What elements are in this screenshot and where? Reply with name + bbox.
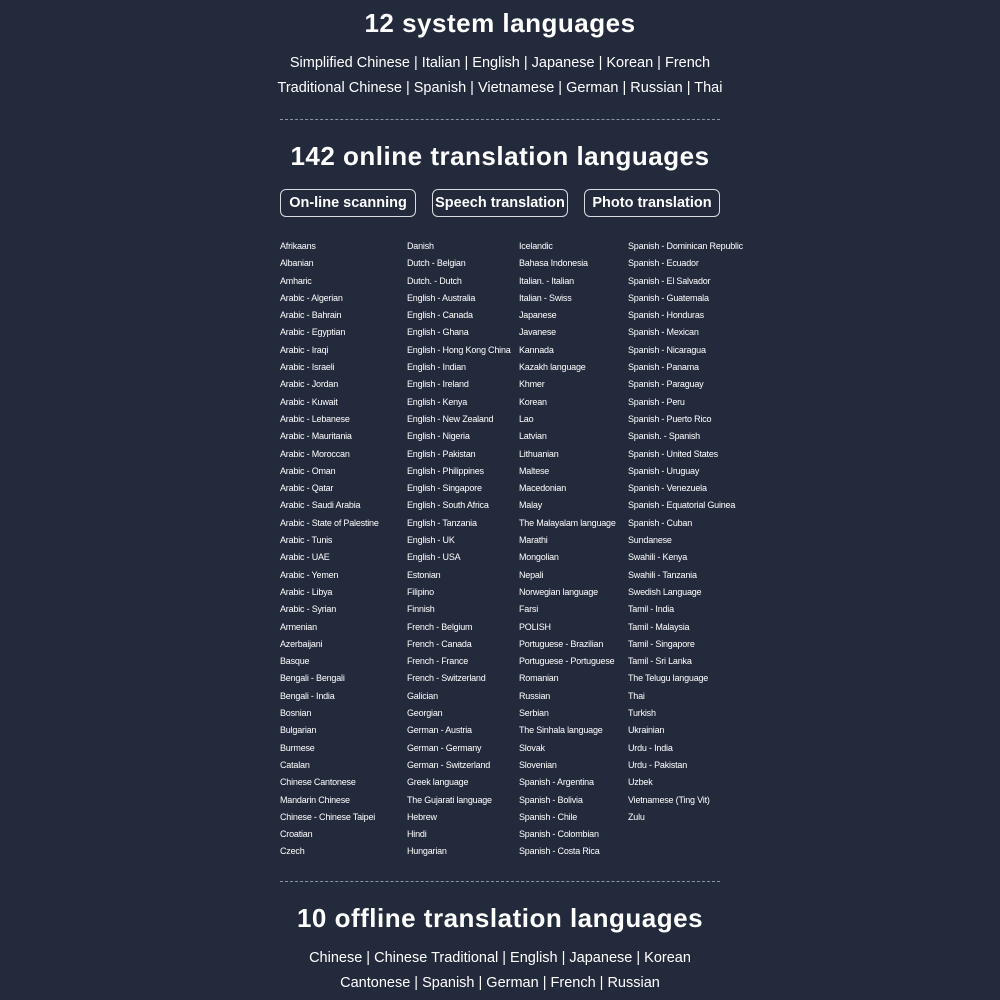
language-item: Arabic - Jordan (280, 379, 339, 390)
language-item: Slovenian (519, 759, 557, 770)
language-item: Turkish (628, 708, 656, 719)
system-languages-title: 12 system languages (364, 8, 636, 38)
language-item: German - Austria (407, 725, 472, 736)
language-item: Vietnamese (Ting Vit) (628, 794, 710, 805)
language-item: French - Canada (407, 638, 472, 649)
language-item: English - Pakistan (407, 448, 476, 459)
language-item: Spanish - Mexican (628, 327, 699, 338)
language-item: English - Nigeria (407, 431, 470, 442)
language-item: Arabic - Bahrain (280, 310, 342, 321)
language-item: Kazakh language (519, 362, 586, 373)
language-item: Arabic - Iraqi (280, 344, 329, 355)
language-item: Arabic - Israeli (280, 362, 335, 373)
language-item: Amharic (280, 275, 312, 286)
language-item: English - Ireland (407, 379, 469, 390)
language-item: Slovak (519, 742, 545, 753)
language-item: English - Hong Kong China (407, 344, 511, 355)
language-item: German - Germany (407, 742, 482, 753)
language-item: Latvian (519, 431, 547, 442)
language-item: Spanish - Peru (628, 396, 685, 407)
language-item: French - Switzerland (407, 673, 486, 684)
language-item: Italian. - Italian (519, 275, 574, 286)
language-item: Icelandic (519, 241, 553, 251)
language-column-3 (519, 238, 616, 861)
language-item: Basque (280, 656, 310, 667)
language-item: Hindi (407, 829, 427, 840)
language-item: Danish (407, 241, 434, 251)
feature-online-scanning: On-line scanning (280, 189, 416, 217)
language-item: Swahili - Kenya (628, 552, 688, 563)
language-item: Spanish - Puerto Rico (628, 413, 712, 424)
language-item: Burmese (280, 742, 315, 753)
language-item: Chinese Cantonese (280, 777, 356, 788)
language-item: English - Ghana (407, 327, 469, 338)
feature-speech-translation: Speech translation (432, 189, 568, 217)
language-item: English - Indian (407, 362, 466, 373)
language-item: Portuguese - Portuguese (519, 656, 615, 667)
language-item: German - Switzerland (407, 759, 491, 770)
language-item: Arabic - Yemen (280, 569, 339, 580)
online-languages-title: 142 online translation languages (290, 141, 710, 171)
language-item: Tamil - Singapore (628, 638, 695, 649)
language-item: Albanian (280, 258, 314, 269)
language-item: Ukrainian (628, 725, 665, 736)
language-item: Spanish - Colombian (519, 829, 599, 840)
language-item: English - New Zealand (407, 413, 494, 424)
language-item: Swahili - Tanzania (628, 569, 697, 580)
offline-languages-line-1: Chinese | Chinese Traditional | English | Japanese | Korean (309, 950, 691, 966)
language-item: English - Singapore (407, 483, 482, 494)
language-item: POLISH (519, 621, 551, 632)
language-item: Arabic - Syrian (280, 604, 337, 615)
language-item: Arabic - Libya (280, 586, 333, 597)
language-item: Thai (628, 690, 645, 701)
language-item: French - Belgium (407, 621, 473, 632)
language-item: Afrikaans (280, 241, 316, 251)
language-item: The Malayalam language (519, 517, 616, 528)
language-item: Spanish - United States (628, 448, 718, 459)
language-item: Finnish (407, 604, 435, 615)
language-item: Armenian (280, 621, 317, 632)
language-item: English - Australia (407, 292, 476, 303)
language-item: Norwegian language (519, 586, 598, 597)
system-languages-line-1: Simplified Chinese | Italian | English | Japanese | Korean | French (289, 55, 711, 71)
language-item: Mandarin Chinese (280, 794, 350, 805)
language-item: Croatian (280, 829, 313, 840)
language-column-4 (628, 238, 743, 826)
language-item: Galician (407, 690, 438, 701)
language-item: Italian - Swiss (519, 292, 572, 303)
language-item: The Gujarati language (407, 794, 492, 805)
language-item: Russian (519, 690, 551, 701)
language-item: Spanish - Nicaragua (628, 344, 706, 355)
section-divider (280, 119, 720, 120)
language-item: English - Kenya (407, 396, 468, 407)
language-item: Spanish - Venezuela (628, 483, 707, 494)
language-item: Bulgarian (280, 725, 317, 736)
language-item: Urdu - India (628, 742, 673, 753)
language-item: Portuguese - Brazilian (519, 638, 604, 649)
language-item: Spanish - Equatorial Guinea (628, 500, 736, 511)
language-item: Arabic - Kuwait (280, 396, 338, 407)
language-item: Japanese (519, 310, 557, 321)
language-item: Tamil - Malaysia (628, 621, 690, 632)
language-item: Arabic - State of Palestine (280, 517, 379, 528)
language-item: Spanish - El Salvador (628, 275, 711, 286)
language-item: Spanish - Ecuador (628, 258, 699, 269)
language-item: French - France (407, 656, 469, 667)
language-item: Arabic - Lebanese (280, 413, 350, 424)
section-divider (280, 881, 720, 882)
language-item: Swedish Language (628, 586, 702, 597)
language-item: Estonian (407, 569, 441, 580)
language-item: Arabic - Algerian (280, 292, 343, 303)
language-item: Arabic - Qatar (280, 483, 334, 494)
language-item: English - Canada (407, 310, 473, 321)
language-item: Arabic - Oman (280, 465, 336, 476)
language-item: Tamil - India (628, 604, 674, 615)
language-item: English - Philippines (407, 465, 484, 476)
language-item: Spanish. - Spanish (628, 431, 700, 442)
language-item: Spanish - Chile (519, 811, 578, 822)
language-column-1 (280, 238, 379, 861)
language-item: Arabic - Tunis (280, 535, 333, 546)
language-item: Arabic - Moroccan (280, 448, 350, 459)
language-item: Lithuanian (519, 448, 559, 459)
language-item: Greek language (407, 777, 469, 788)
language-item: Spanish - Panama (628, 362, 699, 373)
language-item: Nepali (519, 569, 544, 580)
language-item: Hebrew (407, 811, 437, 822)
language-item: Khmer (519, 379, 545, 390)
language-item: Spanish - Uruguay (628, 465, 700, 476)
language-item: Dutch. - Dutch (407, 275, 462, 286)
language-item: Georgian (407, 708, 443, 719)
language-item: Malay (519, 500, 543, 511)
language-item: Spanish - Guatemala (628, 292, 709, 303)
language-item: Spanish - Cuban (628, 517, 693, 528)
offline-languages-title: 10 offline translation languages (296, 903, 704, 933)
language-item: Bengali - India (280, 690, 335, 701)
language-item: Lao (519, 413, 534, 424)
language-column-2 (407, 238, 511, 861)
language-item: Macedonian (519, 483, 567, 494)
language-item: Tamil - Sri Lanka (628, 656, 692, 667)
language-item: Bahasa Indonesia (519, 258, 588, 269)
language-item: Czech (280, 846, 305, 857)
language-item: Romanian (519, 673, 559, 684)
language-item: Spanish - Honduras (628, 310, 704, 321)
language-item: Arabic - Mauritania (280, 431, 352, 442)
language-item: Farsi (519, 604, 538, 615)
language-item: Serbian (519, 708, 549, 719)
language-item: Spanish - Costa Rica (519, 846, 600, 857)
language-item: Dutch - Belgian (407, 258, 466, 269)
language-item: English - South Africa (407, 500, 489, 511)
language-item: Bengali - Bengali (280, 673, 345, 684)
language-item: Arabic - UAE (280, 552, 330, 563)
language-item: Maltese (519, 465, 550, 476)
language-item: English - USA (407, 552, 461, 563)
language-item: English - UK (407, 535, 455, 546)
language-item: Sundanese (628, 535, 672, 546)
language-item: Spanish - Bolivia (519, 794, 583, 805)
language-item: Uzbek (628, 777, 653, 788)
feature-photo-translation: Photo translation (584, 189, 720, 217)
language-item: Hungarian (407, 846, 447, 857)
language-item: Arabic - Saudi Arabia (280, 500, 361, 511)
language-item: Arabic - Egyptian (280, 327, 346, 338)
language-item: Filipino (407, 586, 434, 597)
language-item: Kannada (519, 344, 554, 355)
language-item: Azerbaijani (280, 638, 323, 649)
language-item: Catalan (280, 759, 310, 770)
language-item: English - Tanzania (407, 517, 477, 528)
system-languages-line-2: Traditional Chinese | Spanish | Vietnamese | German | Russian | Thai (277, 80, 723, 96)
language-item: The Telugu language (628, 673, 709, 684)
language-item: Mongolian (519, 552, 559, 563)
language-item: Spanish - Dominican Republic (628, 241, 743, 251)
language-item: Bosnian (280, 708, 312, 719)
language-item: Marathi (519, 535, 548, 546)
language-item: Zulu (628, 811, 645, 822)
language-item: Korean (519, 396, 547, 407)
offline-languages-line-2: Cantonese | Spanish | German | French | Russian (340, 975, 660, 991)
language-item: The Sinhala language (519, 725, 603, 736)
language-item: Javanese (519, 327, 556, 338)
language-item: Urdu - Pakistan (628, 759, 688, 770)
language-item: Chinese - Chinese Taipei (280, 811, 376, 822)
language-item: Spanish - Paraguay (628, 379, 704, 390)
language-item: Spanish - Argentina (519, 777, 594, 788)
